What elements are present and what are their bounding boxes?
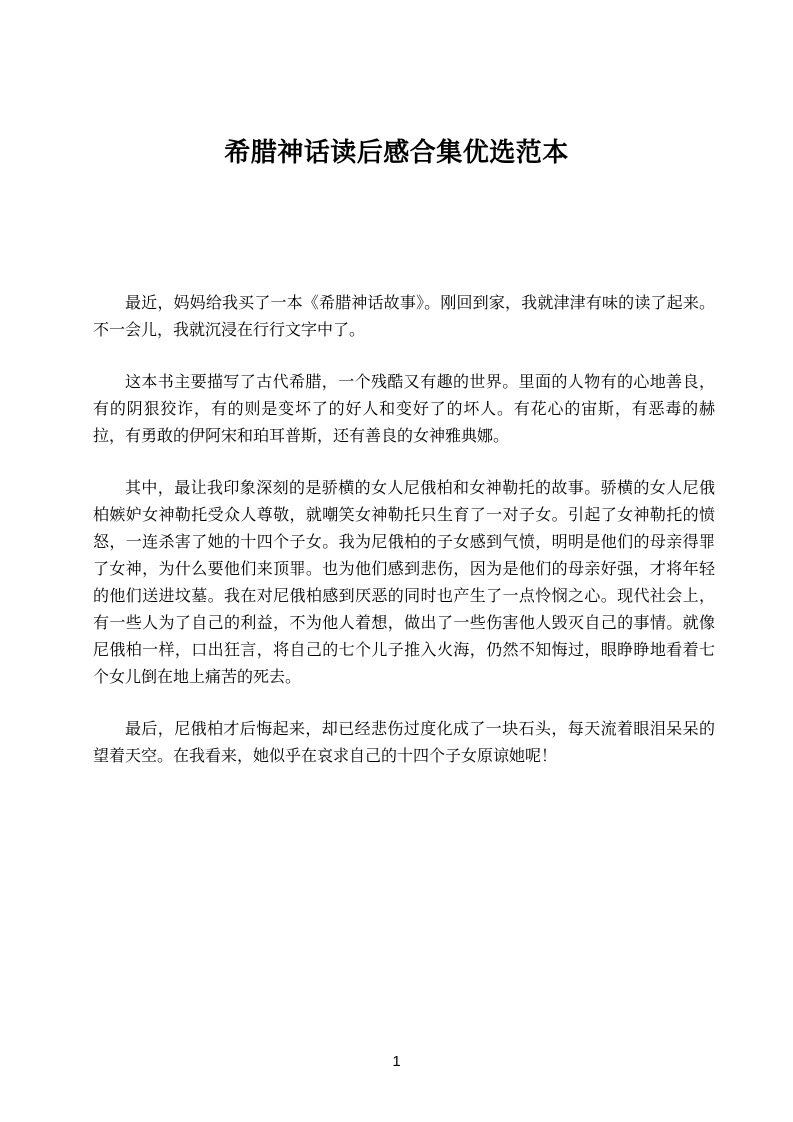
paragraph-2: 这本书主要描写了古代希腊，一个残酷又有趣的世界。里面的人物有的心地善良，有的阴狠狡诈，有的则是变坏了的好人和变好了的坏人。有花心的宙斯，有恶毒的赫拉，有勇敢的伊阿宋和珀耳普斯，还有善良的女神雅典娜。 [93,374,715,445]
paragraph-4: 最后，尼俄柏才后悔起来，却已经悲伤过度化成了一块石头，每天流着眼泪呆呆的望着天空。在我看来，她似乎在哀求自己的十四个子女原谅她呢！ [93,721,715,765]
paragraph-3: 其中，最让我印象深刻的是骄横的女人尼俄柏和女神勒托的故事。骄横的女人尼俄柏嫉妒女神勒托受众人尊敬，就嘲笑女神勒托只生育了一对子女。引起了女神勒托的愤怒，一连杀害了她的十四个子女。我为尼俄柏的子女感到气愤，明明是他们的母亲得罪了女神，为什么要他们来顶罪。也为他们感到悲伤，因为是他们的母亲好强，才将年轻的他们送进坟墓。我在对尼俄柏感到厌恶的同时也产生了一点怜悯之心。现代社会上，有一些人为了自己的利益，不为他人着想，做出了一些伤害他人毁灭自己的事情。就像尼俄柏一样，口出狂言，将自己的七个儿子推入火海，仍然不知悔过，眼睁睁地看着七个女儿倒在地上痛苦的死去。 [93,480,715,686]
document-body [93,290,715,770]
paragraph-1: 最近，妈妈给我买了一本《希腊神话故事》。刚回到家，我就津津有味的读了起来。不一会儿，我就沉浸在行行文字中了。 [93,295,715,339]
page-number: 1 [392,1053,401,1070]
document-title: 希腊神话读后感合集优选范本 [224,137,569,167]
